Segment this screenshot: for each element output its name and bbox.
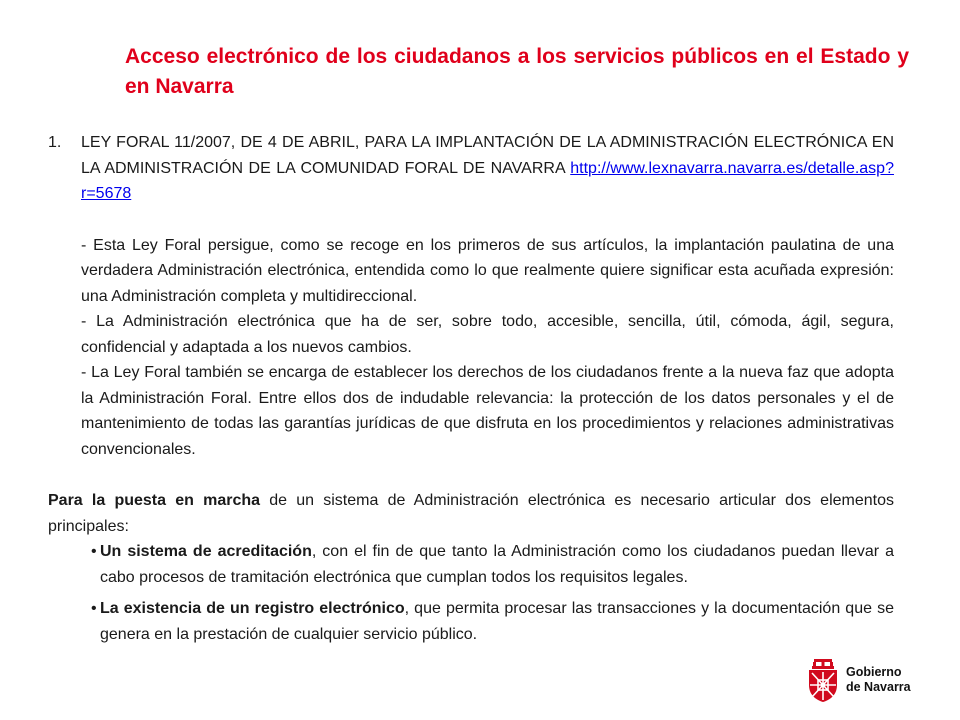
slide-body (48, 130, 894, 647)
bullet-dot-icon: • (91, 543, 97, 560)
bullet-rest: , que permita procesar las transacciones y la documentación que se genera en la prestación de cualquier servicio público. (100, 600, 894, 643)
bullet-rest: , con el fin de que tanto la Administración como los ciudadanos puedan llevar a cabo procesos de tramitación electrónica que cumplan todos los requisitos legales. (100, 543, 894, 586)
bullet-item (91, 539, 894, 590)
description-paragraph: - La Ley Foral también se encarga de establecer los derechos de los ciudadanos frente a la nueva faz que adopta la Administración Foral. Entre ellos dos de indudable relevancia: la protección de los datos personales y el de mantenimiento de todas las garantías jurídicas de que disfruta en los procedimientos y relaciones administrativas convencionales. (81, 364, 894, 458)
bullet-text (100, 596, 894, 647)
description-paragraph: - La Administración electrónica que ha de ser, sobre todo, accesible, sencilla, útil, cómoda, ágil, segura, confidencial y adaptada a los nuevos cambios. (81, 313, 894, 356)
law-description (81, 233, 894, 463)
intro-bold: Para la puesta en marcha (48, 492, 261, 509)
intro-paragraph (48, 488, 894, 539)
bullet-bold: Un sistema de acreditación (100, 543, 312, 560)
spacer (48, 207, 894, 233)
bullet-list (91, 539, 894, 647)
spacer (48, 462, 894, 488)
law-item (48, 130, 894, 207)
law-item-heading: LEY FORAL 11/2007, DE 4 DE ABRIL, PARA LA IMPLANTACIÓN DE LA ADMINISTRACIÓN ELECTRÓNICA EN LA ADMINISTRACIÓN DE LA COMUNIDAD FORAL DE NAVARRA (81, 134, 894, 177)
bullet-text (100, 539, 894, 590)
logo-line-1: Gobierno (846, 665, 902, 679)
gobierno-navarra-logo (806, 655, 926, 705)
slide-title: Acceso electrónico de los ciudadanos a los servicios públicos en el Estado y en Navarra (125, 45, 909, 98)
logo-text (846, 665, 911, 695)
law-item-number: 1. (48, 134, 62, 151)
intro-rest: de un sistema de Administración electrónica es necesario articular dos elementos principales: (48, 492, 895, 535)
logo-line-2: de Navarra (846, 680, 911, 694)
description-paragraph: - Esta Ley Foral persigue, como se recoge en los primeros de sus artículos, la implantación paulatina de una verdadera Administración electrónica, entendida como lo que realmente quiere significar esta acuñada expresión: una Administración completa y multidireccional. (81, 236, 894, 305)
navarra-coat-of-arms-icon (806, 657, 840, 703)
bullet-bold: La existencia de un registro electrónico (100, 600, 405, 617)
law-item-content (81, 130, 894, 207)
law-link[interactable]: http://www.lexnavarra.navarra.es/detalle.asp?r=5678 (81, 159, 894, 202)
bullet-dot-icon: • (91, 600, 97, 617)
bullet-item (91, 596, 894, 647)
